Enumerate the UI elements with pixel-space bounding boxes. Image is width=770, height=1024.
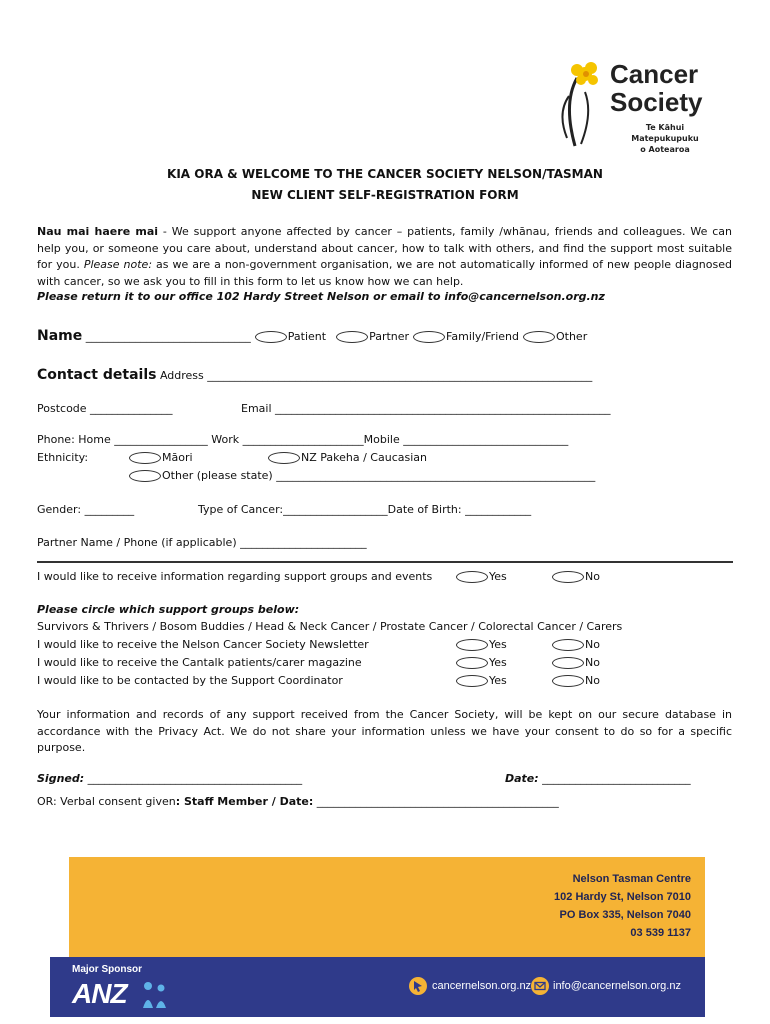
- coordinator-question: I would like to be contacted by the Support Coordinator: [37, 674, 343, 687]
- nz-pakeha-radio[interactable]: [268, 452, 300, 464]
- groups-no-radio[interactable]: [552, 571, 584, 583]
- gender-field[interactable]: _________: [84, 503, 135, 516]
- partner-field[interactable]: _______________________: [240, 536, 367, 549]
- circle-heading: Please circle which support groups below:: [37, 603, 300, 616]
- daffodil-logo-icon: [555, 58, 600, 148]
- groups-yes: Yes: [452, 570, 507, 583]
- cantalk-yes: Yes: [452, 656, 507, 669]
- cantalk-yes-radio[interactable]: [456, 657, 488, 669]
- ethnicity-pakeha: NZ Pakeha / Caucasian: [264, 451, 427, 464]
- newsletter-question: I would like to receive the Nelson Cancer Society Newsletter: [37, 638, 369, 651]
- signed-field[interactable]: _______________________________________: [87, 772, 303, 785]
- contact-heading: Contact details: [37, 367, 157, 383]
- verbal-consent-row: OR: Verbal consent given: Staff Member / Date: ____________________________________________: [37, 795, 559, 808]
- newsletter-yes: Yes: [452, 638, 507, 651]
- coordinator-no: No: [548, 674, 600, 687]
- newsletter-yes-radio[interactable]: [456, 639, 488, 651]
- return-instructions: Please return it to our office 102 Hardy Street Nelson or email to info@cancernelson.org.nz: [37, 290, 605, 303]
- form-title: KIA ORA & WELCOME TO THE CANCER SOCIETY NELSON/TASMAN NEW CLIENT SELF-REGISTRATION FORM: [167, 167, 603, 202]
- ethnicity-other: Other (please state) __________________________________________________________: [125, 469, 595, 482]
- phone-row: Phone: Home _________________ Work ______________________Mobile ______________________________: [37, 433, 569, 446]
- gender-row: Gender: _________: [37, 503, 135, 516]
- phone-mobile-field[interactable]: ______________________________: [403, 433, 569, 446]
- staff-member-field[interactable]: ____________________________________________: [316, 795, 559, 808]
- anz-logo: ANZ: [72, 978, 127, 1009]
- coordinator-no-radio[interactable]: [552, 675, 584, 687]
- ethnicity-maori: Māori: [125, 451, 193, 464]
- coordinator-yes-radio[interactable]: [456, 675, 488, 687]
- email-field[interactable]: _____________________________________________________________: [275, 402, 611, 415]
- email-row: Email _____________________________________________________________: [241, 402, 611, 415]
- name-label: Name: [37, 328, 83, 344]
- phone-work-field[interactable]: ______________________: [242, 433, 364, 446]
- support-groups-list: Survivors & Thrivers / Bosom Buddies / Head & Neck Cancer / Prostate Cancer / Colorectal Cancer / Carers: [37, 620, 623, 633]
- coordinator-yes: Yes: [452, 674, 507, 687]
- signed-row: Signed: _______________________________________: [37, 772, 303, 785]
- cantalk-question: I would like to receive the Cantalk patients/carer magazine: [37, 656, 362, 669]
- email-icon: [530, 976, 550, 999]
- date-row: Date: ___________________________: [505, 772, 691, 785]
- email-link[interactable]: info@cancernelson.org.nz: [553, 980, 681, 992]
- phone-home-field[interactable]: _________________: [114, 433, 208, 446]
- groups-yes-radio[interactable]: [456, 571, 488, 583]
- address-row: Contact details Address ______________________________________________________________________: [37, 367, 593, 383]
- website-link[interactable]: cancernelson.org.nz: [432, 980, 532, 992]
- address-field[interactable]: ______________________________________________________________________: [207, 369, 593, 382]
- postcode-field[interactable]: _______________: [90, 402, 173, 415]
- logo-maori-subtitle: Te Kāhui Matepukupuku o Aotearoa: [631, 123, 699, 154]
- dob-field[interactable]: ____________: [465, 503, 532, 516]
- intro-paragraph: Nau mai haere mai - We support anyone affected by cancer – patients, family /whānau, friends and colleagues. We can help you, or someone you care about, understand about cancer, how to talk with others, and find the support most suitable for you. Please note: as we are a non-government organisation, we are not automatically informed of new people diagnosed with cancer, so we ask you to fill in this form to let us know how we can help.: [37, 225, 732, 288]
- privacy-statement: Your information and records of any support received from the Cancer Society, will be kept on our secure database in accordance with the Privacy Act. We do not share your information unless we have your consent to do so for a specific purpose.: [37, 708, 732, 754]
- postcode-row: Postcode _______________: [37, 402, 173, 415]
- centre-address: Nelson Tasman Centre 102 Hardy St, Nelson 7010 PO Box 335, Nelson 7040 03 539 1137: [554, 873, 691, 939]
- intro-greeting: Nau mai haere mai: [37, 225, 159, 238]
- name-row: Name ______________________________ Patient Partner Family/Friend Other: [37, 328, 588, 344]
- section-divider: [37, 561, 733, 563]
- cancer-type-field[interactable]: ___________________: [283, 503, 388, 516]
- patient-radio[interactable]: [255, 331, 287, 343]
- cantalk-no-radio[interactable]: [552, 657, 584, 669]
- other-radio[interactable]: [523, 331, 555, 343]
- anz-people-icon: [140, 980, 168, 1013]
- logo-wordmark: Cancer Society: [610, 59, 703, 117]
- newsletter-no: No: [548, 638, 600, 651]
- ethnicity-label: Ethnicity:: [37, 451, 89, 464]
- sponsor-label: Major Sponsor: [72, 964, 143, 975]
- maori-radio[interactable]: [129, 452, 161, 464]
- cursor-icon: [408, 976, 428, 999]
- partner-radio[interactable]: [336, 331, 368, 343]
- other-ethnicity-field[interactable]: __________________________________________________________: [276, 469, 596, 482]
- partner-row: Partner Name / Phone (if applicable) _______________________: [37, 536, 367, 549]
- cancer-type-row: Type of Cancer:___________________Date of Birth: ____________: [198, 503, 532, 516]
- groups-no: No: [548, 570, 600, 583]
- other-ethnicity-radio[interactable]: [129, 470, 161, 482]
- newsletter-no-radio[interactable]: [552, 639, 584, 651]
- family-friend-radio[interactable]: [413, 331, 445, 343]
- name-field[interactable]: ______________________________: [85, 330, 251, 343]
- support-groups-question: I would like to receive information regarding support groups and events: [37, 570, 433, 583]
- cantalk-no: No: [548, 656, 600, 669]
- date-field[interactable]: ___________________________: [542, 772, 691, 785]
